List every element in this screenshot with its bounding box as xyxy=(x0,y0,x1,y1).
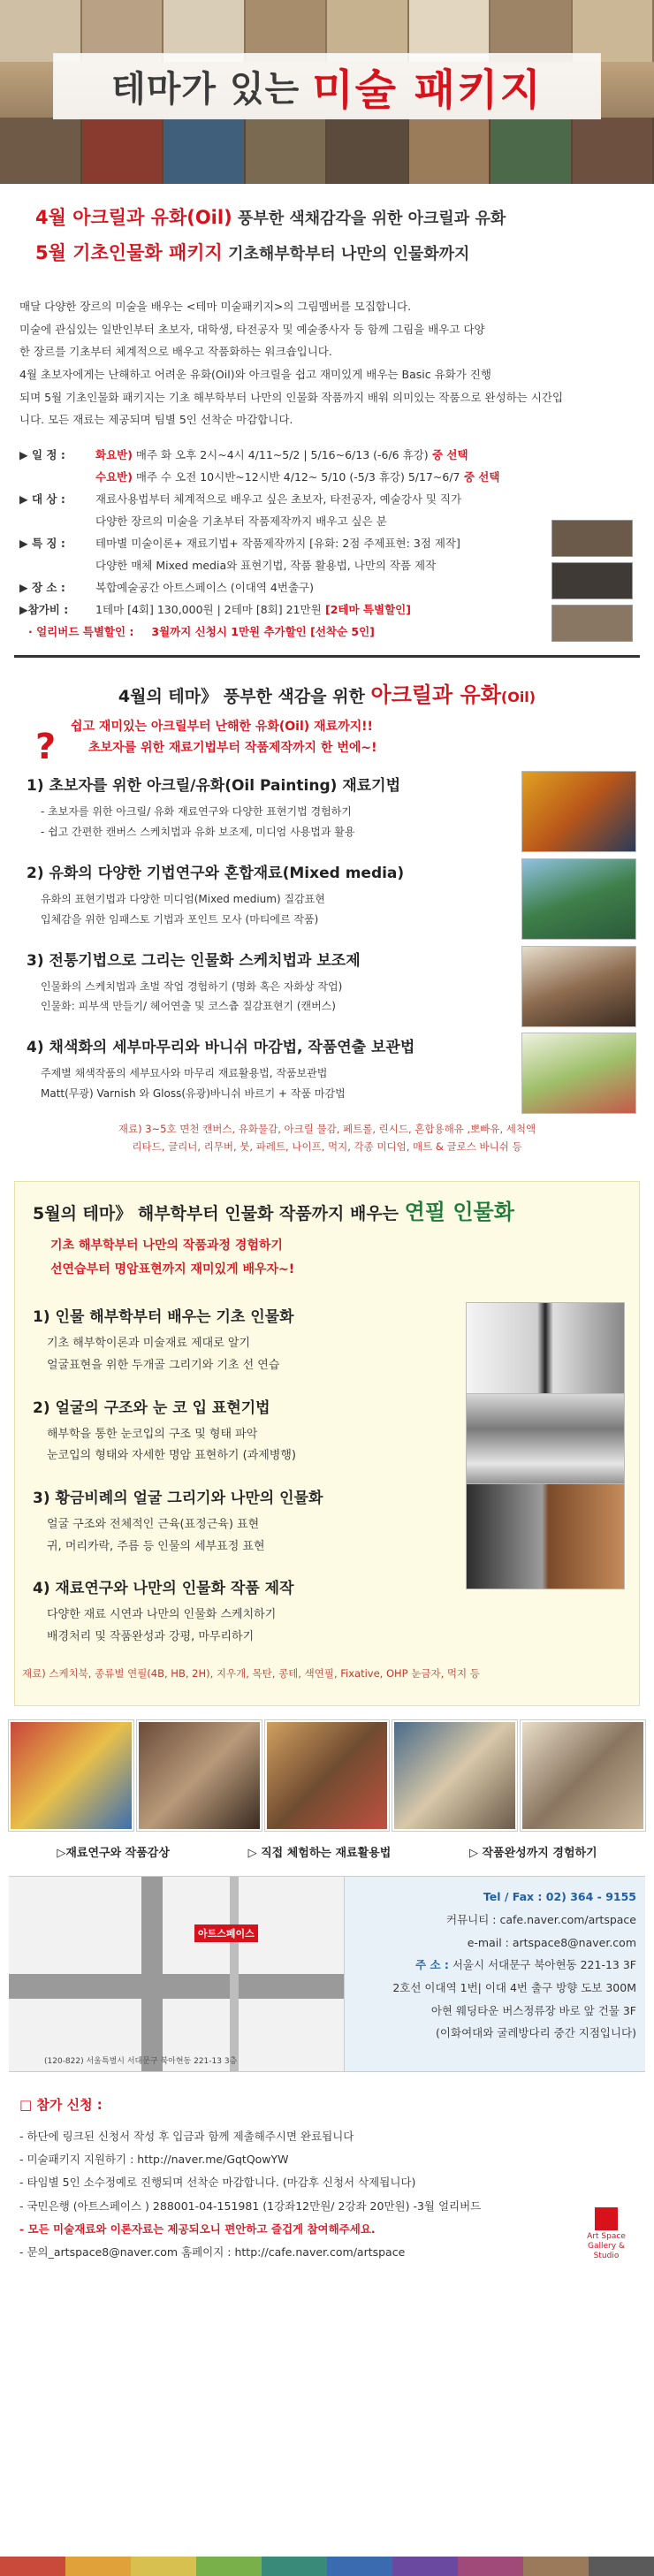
may-item-line: 귀, 머리카락, 주름 등 인물의 세부표정 표현 xyxy=(47,1539,265,1553)
early-bird-row xyxy=(19,621,635,643)
may-item xyxy=(15,1471,639,1561)
apply-line: - 국민은행 (아트스페이스 ) 288001-04-151981 (1강좌12만원/ 2강좌 20만원) -3월 얼리버드 xyxy=(19,2199,482,2213)
feature-line: 다양한 매체 Mixed media와 표현기법, 작품 활용법, 나만의 작품 제작 xyxy=(95,558,437,572)
workshop-photo-row xyxy=(0,1706,654,1836)
place-row xyxy=(19,576,635,598)
banner-title-prefix: 테마가 있는 xyxy=(111,69,300,110)
intro-line: 매달 다양한 장르의 미술을 배우는 <테마 미술패키지>의 그림멤버를 모집합니다. xyxy=(19,300,412,313)
may-item-title: 4) 재료연구와 나만의 인물화 작품 제작 xyxy=(33,1580,294,1598)
headline-may xyxy=(35,239,619,265)
april-title-red: 아크릴과 유화 xyxy=(370,682,501,707)
contact-direction: 2호선 이대역 1번| 이대 4번 출구 방향 도보 300M xyxy=(392,1980,636,1994)
photo-caption: ▷ 작품완성까지 경험하기 xyxy=(468,1847,597,1861)
contact-address-label: 주 소 : xyxy=(415,1958,449,1972)
april-item-line: Matt(무광) Varnish 와 Gloss(유광)바니쉬 바르기 + 작품 마감법 xyxy=(41,1086,346,1100)
contact-tel: Tel / Fax : 02) 364 - 9155 xyxy=(483,1890,636,1904)
april-section xyxy=(0,665,654,1169)
target-label: ▶ 대 상 : xyxy=(19,492,65,506)
target-row xyxy=(19,488,635,510)
april-lead-line: 초보자를 위한 재료기법부터 작품제작까지 한 번에~! xyxy=(88,740,377,755)
contact-section xyxy=(9,1876,645,2072)
may-item-line: 기초 해부학이론과 미술재료 제대로 알기 xyxy=(47,1337,251,1351)
april-item-line: 인물화의 스케치법과 초벌 작업 경험하기 (명화 혹은 자화상 작업) xyxy=(41,979,343,993)
artwork-thumbnail xyxy=(551,520,633,557)
may-lead-line: 선연습부터 명암표현까지 재미있게 배우자~! xyxy=(50,1261,295,1277)
may-item-title: 1) 인물 해부학부터 배우는 기초 인물화 xyxy=(33,1308,294,1327)
april-item-title: 1) 초보자를 위한 아크릴/유화(Oil Painting) 재료기법 xyxy=(27,777,401,796)
banner-title xyxy=(53,53,601,119)
april-title xyxy=(0,665,654,717)
artspace-logo-text: Art Space Gallery & Studio xyxy=(587,2232,626,2260)
map-road xyxy=(141,1877,163,2071)
april-item xyxy=(0,846,654,934)
early-bird-label: · 얼리버드 특별할인 : xyxy=(28,624,134,638)
may-item-line: 눈코입의 형태와 자세한 명암 표현하기 (과제병행) xyxy=(47,1449,296,1463)
april-item-line: 유화의 표현기법과 다양한 미디엄(Mixed medium) 질감표현 xyxy=(41,892,325,905)
may-item-title: 3) 황금비례의 얼굴 그리기와 나만의 인물화 xyxy=(33,1490,323,1508)
schedule-tue-label: 화요반) xyxy=(95,447,133,461)
header-banner xyxy=(0,0,654,184)
april-lead xyxy=(0,717,654,767)
may-section xyxy=(14,1181,640,1706)
place-value: 복합예술공간 아트스페이스 (이대역 4번출구) xyxy=(95,580,314,594)
headline-may-rest: 기초해부학부터 나만의 인물화까지 xyxy=(222,245,470,263)
footer-color-strip xyxy=(0,2557,654,2576)
place-label: ▶ 장 소 : xyxy=(19,580,65,594)
april-item-line: - 쉽고 간편한 캔버스 스케치법과 유화 보조제, 미디엄 사용법과 활용 xyxy=(41,826,355,839)
schedule-tue-select: 중 선택 xyxy=(428,447,468,461)
early-bird-value: 3월까지 신청시 1만원 추가할인 [선착순 5인] xyxy=(151,624,375,638)
april-item xyxy=(0,758,654,846)
question-mark-icon: ? xyxy=(35,726,57,767)
apply-line: - 하단에 링크된 신청서 작성 후 입금과 함께 제출해주시면 완료됩니다 xyxy=(19,2129,354,2143)
april-lead-line: 쉽고 재미있는 아크릴부터 난해한 유화(Oil) 재료까지!! xyxy=(71,719,373,734)
contact-info xyxy=(345,1877,645,2071)
banner-title-main: 미술 패키지 xyxy=(312,65,543,115)
headline-april xyxy=(35,203,619,230)
map-road xyxy=(9,1974,344,1999)
contact-email-link[interactable]: e-mail : artspace8@naver.com xyxy=(467,1935,636,1949)
target-line: 다양한 장르의 미술을 기초부터 작품제작까지 배우고 싶은 분 xyxy=(95,514,387,528)
gallery-photo xyxy=(521,1720,645,1831)
landscape-painting-image xyxy=(521,858,636,940)
sunflower-painting-image xyxy=(521,771,636,852)
intro-line: 4월 초보자에게는 난해하고 어려운 유화(Oil)와 아크릴을 쉽고 재미있게 배우는 Basic 유화가 진행 xyxy=(19,367,491,381)
fee-label: ▶참가비 : xyxy=(19,602,69,616)
apply-section xyxy=(0,2072,654,2264)
april-item-title: 3) 전통기법으로 그리는 인물화 스케치법과 보조제 xyxy=(27,951,361,970)
feature-label: ▶ 특 징 : xyxy=(19,536,65,550)
april-title-prefix: 4월의 테마》 풍부한 색감을 위한 xyxy=(118,686,371,706)
april-item-line: 주제별 채색작품의 세부묘사와 마무리 재료활용법, 작품보관법 xyxy=(41,1067,328,1080)
may-item-line: 얼굴표현을 위한 두개골 그리기와 기초 선 연습 xyxy=(47,1358,280,1372)
artwork-thumbnail xyxy=(551,605,633,642)
painting-class-photo xyxy=(265,1720,390,1831)
april-materials xyxy=(0,1108,654,1169)
target-line: 재료사용법부터 체계적으로 배우고 싶은 초보자, 타전공자, 예술강사 및 직가 xyxy=(95,492,462,506)
paint-supplies-strip xyxy=(0,118,654,184)
photo-caption: ▷ 직접 체험하는 재료활용법 xyxy=(247,1847,392,1861)
may-materials: 재료) 스케치북, 종류별 연필(4B, HB, 2H), 지우개, 목탄, 콩테, 색연필, Fixative, OHP 눈금자, 먹지 등 xyxy=(22,1666,480,1680)
schedule-wed: 매주 수 오전 10시반~12시반 4/12~ 5/10 (-5/3 휴강) 5/17~6/7 xyxy=(132,469,460,484)
may-title-green: 연필 인물화 xyxy=(404,1200,514,1225)
intro-line: 니다. 모든 재료는 제공되며 팀별 5인 선착순 마감합니다. xyxy=(19,413,293,427)
feature-line: 테마별 미술이론+ 재료기법+ 작품제작까지 [유화: 2점 주제표현: 3점 제작] xyxy=(95,536,460,550)
april-item-line: - 초보자를 위한 아크릴/ 유화 재료연구와 다양한 표현기법 경험하기 xyxy=(41,805,352,819)
contact-direction: (이화여대와 굴레방다리 중간 지점입니다) xyxy=(436,2026,636,2040)
intro-text xyxy=(0,283,654,431)
intro-line: 되며 5월 기초인물화 패키지는 기초 해부학부터 나만의 인물화 작품까지 배워 의미있는 작품으로 완성하는 시간입 xyxy=(19,390,564,404)
brushes-photo xyxy=(137,1720,262,1831)
artwork-thumbnail xyxy=(551,562,633,599)
fee-discount: [2테마 특별할인] xyxy=(321,602,411,616)
portrait-painting-image xyxy=(521,946,636,1027)
april-item-line: 입체감을 위한 임패스토 기법과 포인트 모사 (마티에르 작품) xyxy=(41,912,319,926)
schedule-tue: 매주 화 오후 2시~4시 4/11~5/2 | 5/16~6/13 (-6/6 휴강) xyxy=(132,447,429,461)
photo-captions xyxy=(0,1836,654,1871)
schedule-wed-label: 수요반) xyxy=(95,469,133,484)
schedule-wed-row xyxy=(19,466,635,488)
headline-april-red: 4월 아크릴과 유화(Oil) xyxy=(35,207,232,228)
apply-line: - 타임별 5인 소수정예로 진행되며 선착순 마감합니다. (마감후 신청서 삭제됩니다) xyxy=(19,2176,416,2190)
may-item-title: 2) 얼굴의 구조와 눈 코 입 표현기법 xyxy=(33,1399,270,1417)
april-materials-line: 리타드, 글리너, 리무버, 붓, 파레트, 나이프, 먹지, 각종 미디엄, 매트 & 글로스 바니쉬 등 xyxy=(132,1140,522,1154)
may-item xyxy=(15,1381,639,1471)
april-item-title: 4) 채색화의 세부마무리와 바니쉬 마감법, 작품연출 보관법 xyxy=(27,1039,415,1057)
map-address: (120-822) 서울특별시 서대문구 북아현동 221-13 3층 xyxy=(44,2057,238,2067)
schedule-label: ▶ 일 정 : xyxy=(19,447,65,461)
photo-caption: ▷재료연구와 작품감상 xyxy=(57,1847,170,1861)
headline-april-rest: 풍부한 색채감각을 위한 아크릴과 유화 xyxy=(232,210,506,228)
april-item xyxy=(0,934,654,1021)
april-item-line: 인물화: 피부색 만들기/ 헤어연출 및 코스츔 질감표현기 (캔버스) xyxy=(41,1000,336,1013)
may-item xyxy=(15,1290,639,1380)
april-title-suffix: (Oil) xyxy=(500,688,536,705)
may-item-line: 해부학을 통한 눈코입의 구조 및 형태 파악 xyxy=(47,1427,258,1441)
may-lead-line: 기초 해부학부터 나만의 작품과정 경험하기 xyxy=(50,1238,283,1254)
map-road xyxy=(230,1877,239,2071)
fee-row xyxy=(19,598,635,621)
intro-line: 미술에 관심있는 일반인부터 초보자, 대학생, 타전공자 및 예술종사자 등 함께 그림을 배우고 다양 xyxy=(19,322,485,336)
paint-palette-photo xyxy=(9,1720,133,1831)
apply-title: □ 참가 신청 : xyxy=(19,2097,103,2114)
may-item-line: 배경처리 및 작품완성과 강평, 마무리하기 xyxy=(47,1630,255,1644)
apply-link[interactable]: - 미술패키지 지원하기 : http://naver.me/GqtQowYW xyxy=(19,2153,289,2167)
contact-cafe-link[interactable]: 커뮤니티 : cafe.naver.com/artspace xyxy=(446,1913,636,1927)
map-marker: 아트스페이스 xyxy=(194,1924,258,1942)
location-map[interactable] xyxy=(9,1877,345,2071)
schedule-wed-select: 중 선택 xyxy=(460,469,500,484)
headlines xyxy=(0,184,654,283)
contact-direction: 아현 웨딩타운 버스정류장 바로 앞 건물 3F xyxy=(430,2003,636,2017)
program-info xyxy=(0,431,654,648)
april-item xyxy=(0,1020,654,1108)
fee-value: 1테마 [4회] 130,000원 | 2테마 [8회] 21만원 xyxy=(95,602,322,616)
headline-may-red: 5월 기초인물화 패키지 xyxy=(35,242,223,263)
artwork-photo xyxy=(392,1720,517,1831)
contact-address: 서울시 서대문구 북아현동 221-13 3F xyxy=(452,1958,636,1972)
flower-painting-image xyxy=(521,1033,636,1114)
may-item-line: 얼굴 구조와 전체적인 근육(표정근육) 표현 xyxy=(47,1518,260,1532)
may-title xyxy=(15,1182,639,1234)
may-item xyxy=(15,1561,639,1651)
schedule-row xyxy=(19,444,635,466)
may-item-line: 다양한 재료 시연과 나만의 인물화 스케치하기 xyxy=(47,1608,277,1622)
feature-row xyxy=(19,532,635,554)
artspace-logo xyxy=(580,2207,633,2260)
apply-line: - 모든 미술재료와 이론자료는 제공되오니 편안하고 즐겁게 참여해주세요. xyxy=(19,2222,376,2236)
artspace-logo-icon xyxy=(595,2207,618,2230)
may-lead xyxy=(15,1234,639,1281)
may-title-prefix: 5월의 테마》 해부학부터 인물화 작품까지 배우는 xyxy=(33,1204,405,1224)
artwork-thumbnails xyxy=(551,520,633,647)
april-materials-line: 재료) 3~5호 면천 캔버스, 유화물감, 아크릴 물감, 페트롤, 린시드, 혼합용해유 ,뽀빠유, 세척액 xyxy=(118,1122,536,1135)
apply-contact-link[interactable]: - 문의_artspace8@naver.com 홈페이지 : http://cafe.naver.com/artspace xyxy=(19,2245,406,2260)
april-item-title: 2) 유화의 다양한 기법연구와 혼합재료(Mixed media) xyxy=(27,864,405,882)
intro-line: 한 장르를 기초부터 체계적으로 배우고 작품화하는 워크숍입니다. xyxy=(19,345,332,359)
section-divider xyxy=(14,655,640,658)
